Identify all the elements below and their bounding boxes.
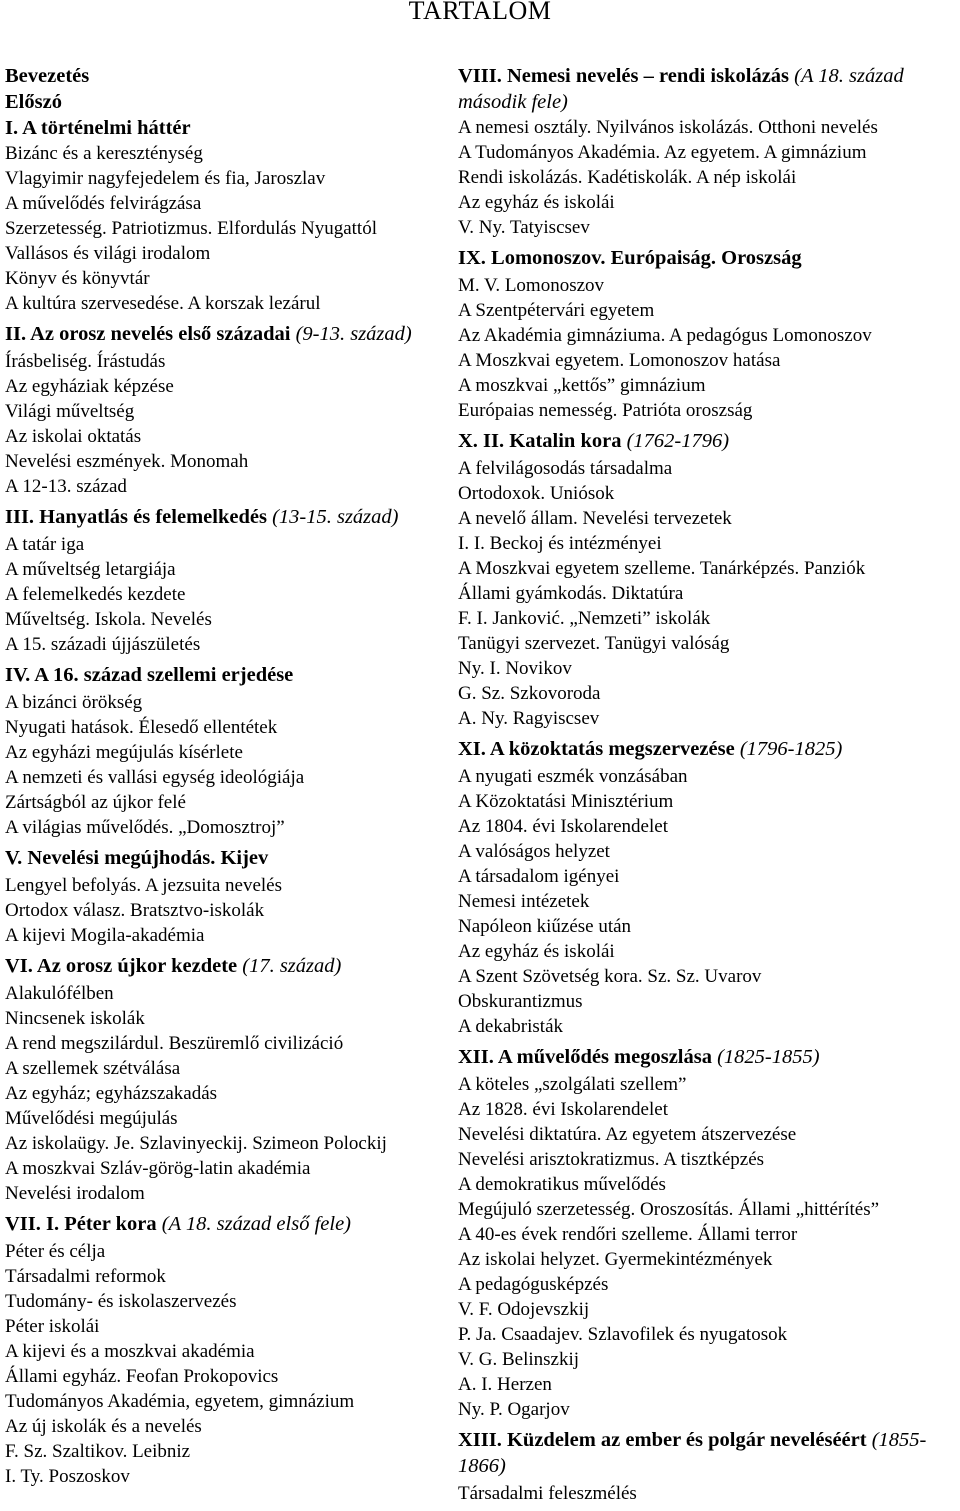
- toc-heading-text: XII. A művelődés megoszlása: [458, 1046, 712, 1068]
- toc-entry: [5, 374, 450, 399]
- toc-entry: [458, 789, 958, 814]
- toc-entry-text: A moszkvai „kettős” gimnázium: [458, 375, 706, 396]
- toc-entry-text: Nincsenek iskolák: [5, 1008, 145, 1029]
- toc-entry-text: A 15. századi újjászületés: [5, 634, 201, 655]
- toc-heading-text: IX. Lomonoszov. Európaiság. Oroszság: [458, 247, 802, 269]
- toc-entry: [5, 291, 450, 316]
- toc-entry: [458, 1347, 958, 1372]
- toc-entry-text: Az Akadémia gimnáziuma. A pedagógus Lomonoszov: [458, 325, 872, 346]
- toc-heading: [5, 1211, 450, 1237]
- toc-entry: [5, 1414, 450, 1439]
- toc-entry: [458, 1247, 958, 1272]
- toc-entry: [5, 1464, 450, 1489]
- toc-entry-text: Világi műveltség: [5, 401, 135, 422]
- toc-entry: [5, 266, 450, 291]
- toc-entry: [458, 1014, 958, 1039]
- toc-entry-text: A kijevi Mogila-akadémia: [5, 925, 205, 946]
- toc-heading: [458, 428, 958, 454]
- toc-entry: [5, 815, 450, 840]
- toc-entry-text: Péter iskolái: [5, 1316, 100, 1337]
- toc-entry: [5, 1314, 450, 1339]
- toc-entry-text: A tatár iga: [5, 534, 85, 555]
- toc-left-column: [5, 63, 450, 1489]
- toc-entry: [5, 241, 450, 266]
- toc-entry: [458, 606, 958, 631]
- toc-entry-text: A felemelkedés kezdete: [5, 584, 186, 605]
- toc-entry-text: A rend megszilárdul. Beszüremlő civilizáció: [5, 1033, 344, 1054]
- toc-entry-text: A bizánci örökség: [5, 692, 143, 713]
- toc-heading: [5, 845, 450, 871]
- toc-entry-text: Az 1804. évi Iskolarendelet: [458, 816, 668, 837]
- toc-entry: [458, 1097, 958, 1122]
- toc-entry: [458, 1372, 958, 1397]
- toc-entry-text: A. Ny. Ragyiscsev: [458, 708, 600, 729]
- toc-entry-text: Lengyel befolyás. A jezsuita nevelés: [5, 875, 282, 896]
- toc-entry: [458, 556, 958, 581]
- toc-entry: [458, 764, 958, 789]
- toc-entry: [458, 1297, 958, 1322]
- toc-entry-text: F. I. Janković. „Nemzeti” iskolák: [458, 608, 711, 629]
- toc-entry: [458, 215, 958, 240]
- toc-entry-text: A dekabristák: [458, 1016, 564, 1037]
- toc-entry-text: I. I. Beckoj és intézményei: [458, 533, 662, 554]
- toc-entry-text: Alakulófélben: [5, 983, 114, 1004]
- toc-heading-period: (13-15. század): [272, 506, 399, 528]
- toc-heading-text: Bevezetés: [5, 65, 90, 87]
- toc-entry: [5, 1106, 450, 1131]
- toc-heading-period: (1762-1796): [626, 430, 730, 452]
- toc-entry-text: Az iskolai helyzet. Gyermekintézmények: [458, 1249, 773, 1270]
- toc-entry-text: A nyugati eszmék vonzásában: [458, 766, 688, 787]
- toc-entry: [458, 1122, 958, 1147]
- toc-heading-period: (1855-1866): [458, 1429, 927, 1477]
- toc-entry: [5, 1156, 450, 1181]
- toc-entry-text: Nevelési diktatúra. Az egyetem átszervezése: [458, 1124, 797, 1145]
- toc-entry: [5, 1131, 450, 1156]
- toc-heading-text: XIII. Küzdelem az ember és polgár neveléséért: [458, 1429, 867, 1451]
- toc-heading-period: (A 18. század első fele): [161, 1213, 351, 1235]
- toc-entry: [5, 1364, 450, 1389]
- toc-entry: [458, 814, 958, 839]
- toc-entry: [458, 273, 958, 298]
- toc-heading-text: VIII. Nemesi nevelés – rendi iskolázás: [458, 65, 790, 87]
- toc-entry-text: V. G. Belinszkij: [458, 1349, 580, 1370]
- toc-entry-text: Állami egyház. Feofan Prokopovics: [5, 1366, 279, 1387]
- toc-entry: [458, 864, 958, 889]
- toc-entry: [458, 398, 958, 423]
- toc-entry-text: Szerzetesség. Patriotizmus. Elfordulás Nyugattól: [5, 218, 377, 239]
- toc-entry: [458, 481, 958, 506]
- toc-heading: [5, 662, 450, 688]
- toc-entry-text: A Szentpétervári egyetem: [458, 300, 655, 321]
- toc-heading-period: (17. század): [242, 955, 342, 977]
- toc-entry-text: F. Sz. Szaltikov. Leibniz: [5, 1441, 191, 1462]
- toc-entry-text: A Közoktatási Minisztérium: [458, 791, 674, 812]
- toc-entry: [458, 581, 958, 606]
- toc-heading: [458, 245, 958, 271]
- toc-heading: [5, 115, 450, 141]
- toc-entry: [5, 1006, 450, 1031]
- toc-entry: [5, 532, 450, 557]
- toc-entry: [5, 873, 450, 898]
- toc-entry-text: A. I. Herzen: [458, 1374, 552, 1395]
- toc-entry: [5, 1056, 450, 1081]
- toc-entry: [5, 1181, 450, 1206]
- toc-entry: [458, 298, 958, 323]
- toc-heading-text: III. Hanyatlás és felemelkedés: [5, 506, 267, 528]
- toc-entry-text: Napóleon kiűzése után: [458, 916, 632, 937]
- toc-entry: [458, 456, 958, 481]
- toc-entry: [458, 1147, 958, 1172]
- toc-entry: [5, 632, 450, 657]
- toc-entry: [458, 964, 958, 989]
- toc-entry: [5, 474, 450, 499]
- toc-entry: [5, 690, 450, 715]
- toc-entry: [458, 165, 958, 190]
- toc-entry-text: Könyv és könyvtár: [5, 268, 150, 289]
- toc-entry: [458, 839, 958, 864]
- toc-entry: [5, 740, 450, 765]
- toc-entry-text: A szellemek szétválása: [5, 1058, 181, 1079]
- toc-entry: [458, 531, 958, 556]
- toc-entry-text: A Szent Szövetség kora. Sz. Sz. Uvarov: [458, 966, 762, 987]
- toc-entry: [458, 656, 958, 681]
- toc-entry-text: Az egyháziak képzése: [5, 376, 174, 397]
- toc-entry-text: A demokratikus művelődés: [458, 1174, 666, 1195]
- toc-entry-text: Nyugati hatások. Élesedő ellentétek: [5, 717, 278, 738]
- toc-entry-text: Vallásos és világi irodalom: [5, 243, 211, 264]
- toc-entry-text: Nemesi intézetek: [458, 891, 590, 912]
- toc-entry: [5, 1339, 450, 1364]
- toc-heading-text: IV. A 16. század szellemi erjedése: [5, 664, 294, 686]
- toc-entry-text: V. Ny. Tatyiscsev: [458, 217, 590, 238]
- toc-entry: [5, 981, 450, 1006]
- toc-entry: [5, 1389, 450, 1414]
- toc-heading: [5, 321, 450, 347]
- toc-entry: [458, 1197, 958, 1222]
- toc-entry-text: A társadalom igényei: [458, 866, 620, 887]
- toc-entry-text: A felvilágosodás társadalma: [458, 458, 673, 479]
- toc-entry-text: Az egyház és iskolái: [458, 192, 615, 213]
- toc-entry: [458, 889, 958, 914]
- toc-heading: [5, 504, 450, 530]
- toc-entry: [5, 790, 450, 815]
- toc-entry: [458, 706, 958, 731]
- toc-entry-text: A művelődés felvirágzása: [5, 193, 202, 214]
- toc-entry: [5, 1439, 450, 1464]
- toc-entry-text: A nemesi osztály. Nyilvános iskolázás. Otthoni nevelés: [458, 117, 878, 138]
- toc-entry-text: A moszkvai Szláv-görög-latin akadémia: [5, 1158, 311, 1179]
- toc-entry-text: Európaias nemesség. Patrióta oroszság: [458, 400, 753, 421]
- toc-entry-text: Obskurantizmus: [458, 991, 583, 1012]
- toc-entry: [5, 715, 450, 740]
- toc-entry-text: Tanügyi szervezet. Tanügyi valóság: [458, 633, 730, 654]
- toc-entry: [5, 141, 450, 166]
- toc-heading: [458, 736, 958, 762]
- toc-entry: [458, 190, 958, 215]
- toc-entry-text: Tudományos Akadémia, egyetem, gimnázium: [5, 1391, 355, 1412]
- toc-entry: [458, 140, 958, 165]
- toc-entry-text: P. Ja. Csaadajev. Szlavofilek és nyugatosok: [458, 1324, 788, 1345]
- toc-entry: [458, 914, 958, 939]
- toc-entry-text: G. Sz. Szkovoroda: [458, 683, 601, 704]
- toc-heading-text: VI. Az orosz újkor kezdete: [5, 955, 238, 977]
- toc-entry: [458, 506, 958, 531]
- toc-heading-text: V. Nevelési megújhodás. Kijev: [5, 847, 269, 869]
- toc-entry-text: A pedagógusképzés: [458, 1274, 609, 1295]
- toc-entry-text: I. Ty. Poszoskov: [5, 1466, 130, 1487]
- toc-entry-text: Társadalmi reformok: [5, 1266, 166, 1287]
- toc-entry-text: Az 1828. évi Iskolarendelet: [458, 1099, 668, 1120]
- toc-heading-period: (1796-1825): [739, 738, 843, 760]
- toc-entry: [5, 1289, 450, 1314]
- toc-entry-text: A Moszkvai egyetem. Lomonoszov hatása: [458, 350, 781, 371]
- toc-entry-text: A Tudományos Akadémia. Az egyetem. A gimnázium: [458, 142, 867, 163]
- toc-entry: [458, 115, 958, 140]
- toc-entry-text: Az új iskolák és a nevelés: [5, 1416, 202, 1437]
- toc-entry: [5, 1031, 450, 1056]
- page-title: TARTALOM: [408, 0, 552, 25]
- toc-heading: [458, 1427, 958, 1479]
- toc-entry-text: Péter és célja: [5, 1241, 106, 1262]
- toc-entry-text: V. F. Odojevszkij: [458, 1299, 590, 1320]
- toc-entry-text: A kijevi és a moszkvai akadémia: [5, 1341, 255, 1362]
- toc-entry: [5, 1239, 450, 1264]
- toc-heading-text: X. II. Katalin kora: [458, 430, 622, 452]
- toc-entry-text: A köteles „szolgálati szellem”: [458, 1074, 687, 1095]
- toc-entry: [458, 1481, 958, 1506]
- toc-entry-text: Műveltség. Iskola. Nevelés: [5, 609, 212, 630]
- toc-heading-text: VII. I. Péter kora: [5, 1213, 157, 1235]
- toc-entry-text: Ny. I. Novikov: [458, 658, 572, 679]
- toc-entry: [5, 191, 450, 216]
- toc-entry-text: Ortodoxok. Uniósok: [458, 483, 615, 504]
- toc-heading-period: (1825-1855): [717, 1046, 820, 1068]
- toc-entry-text: Megújuló szerzetesség. Oroszosítás. Állami „hittérítés”: [458, 1199, 880, 1220]
- toc-entry: [5, 1264, 450, 1289]
- toc-entry-text: Ortodox válasz. Bratsztvo-iskolák: [5, 900, 265, 921]
- toc-heading: [5, 89, 450, 115]
- toc-entry-text: A 12-13. század: [5, 476, 127, 497]
- toc-entry-text: A kultúra szervesedése. A korszak lezárul: [5, 293, 321, 314]
- toc-entry-text: M. V. Lomonoszov: [458, 275, 605, 296]
- toc-entry: [458, 323, 958, 348]
- toc-entry-text: A valóságos helyzet: [458, 841, 610, 862]
- toc-entry: [458, 681, 958, 706]
- toc-entry-text: Az egyházi megújulás kísérlete: [5, 742, 243, 763]
- toc-entry-text: Az egyház és iskolái: [458, 941, 615, 962]
- toc-entry-text: Az iskolaügy. Je. Szlavinyeckij. Szimeon Polockij: [5, 1133, 387, 1154]
- toc-entry-text: Társadalmi feleszmélés: [458, 1483, 637, 1504]
- toc-entry: [5, 166, 450, 191]
- toc-entry: [458, 1172, 958, 1197]
- toc-heading-text: I. A történelmi háttér: [5, 117, 191, 139]
- toc-entry: [5, 424, 450, 449]
- toc-entry-text: A nemzeti és vallási egység ideológiája: [5, 767, 305, 788]
- toc-heading-text: Előszó: [5, 91, 62, 113]
- toc-entry-text: Nevelési arisztokratizmus. A tisztképzés: [458, 1149, 765, 1170]
- toc-entry: [5, 449, 450, 474]
- toc-entry-text: A műveltség letargiája: [5, 559, 176, 580]
- toc-entry-text: Művelődési megújulás: [5, 1108, 178, 1129]
- toc-entry-text: Vlagyimir nagyfejedelem és fia, Jaroszlav: [5, 168, 326, 189]
- toc-entry-text: Az iskolai oktatás: [5, 426, 142, 447]
- toc-entry-text: A 40-es évek rendőri szelleme. Állami terror: [458, 1224, 798, 1245]
- toc-entry-text: Zártságból az újkor felé: [5, 792, 186, 813]
- toc-entry: [5, 765, 450, 790]
- toc-entry: [458, 631, 958, 656]
- toc-entry: [5, 216, 450, 241]
- toc-entry: [5, 557, 450, 582]
- toc-entry: [458, 1272, 958, 1297]
- toc-entry-text: Állami gyámkodás. Diktatúra: [458, 583, 684, 604]
- toc-entry-text: Tudomány- és iskolaszervezés: [5, 1291, 237, 1312]
- toc-heading-text: II. Az orosz nevelés első századai: [5, 323, 291, 345]
- toc-entry: [5, 923, 450, 948]
- toc-entry: [458, 989, 958, 1014]
- toc-entry-text: Nevelési eszmények. Monomah: [5, 451, 249, 472]
- toc-entry: [5, 607, 450, 632]
- toc-entry: [458, 348, 958, 373]
- toc-entry-text: A világias művelődés. „Domosztroj”: [5, 817, 285, 838]
- toc-entry: [458, 1222, 958, 1247]
- toc-entry: [5, 349, 450, 374]
- toc-entry-text: Bizánc és a kereszténység: [5, 143, 203, 164]
- toc-entry: [5, 399, 450, 424]
- toc-entry: [458, 373, 958, 398]
- toc-heading: [5, 63, 450, 89]
- toc-entry-text: A nevelő állam. Nevelési tervezetek: [458, 508, 732, 529]
- toc-entry-text: Ny. P. Ogarjov: [458, 1399, 570, 1420]
- toc-right-column: [458, 63, 958, 1506]
- toc-entry-text: A Moszkvai egyetem szelleme. Tanárképzés. Panziók: [458, 558, 866, 579]
- toc-entry: [5, 1081, 450, 1106]
- toc-heading-period: (9-13. század): [295, 323, 412, 345]
- toc-entry: [458, 1072, 958, 1097]
- toc-heading: [458, 1044, 958, 1070]
- toc-entry-text: Az egyház; egyházszakadás: [5, 1083, 218, 1104]
- toc-entry: [458, 1322, 958, 1347]
- toc-entry: [5, 582, 450, 607]
- toc-entry-text: Rendi iskolázás. Kadétiskolák. A nép iskolái: [458, 167, 797, 188]
- toc-heading-period: (A 18. század második fele): [458, 65, 904, 113]
- toc-entry: [5, 898, 450, 923]
- toc-heading-text: XI. A közoktatás megszervezése: [458, 738, 735, 760]
- toc-entry-text: Írásbeliség. Írástudás: [5, 351, 166, 372]
- toc-heading: [458, 63, 958, 115]
- toc-heading: [5, 953, 450, 979]
- toc-entry: [458, 1397, 958, 1422]
- toc-entry-text: Nevelési irodalom: [5, 1183, 145, 1204]
- toc-entry: [458, 939, 958, 964]
